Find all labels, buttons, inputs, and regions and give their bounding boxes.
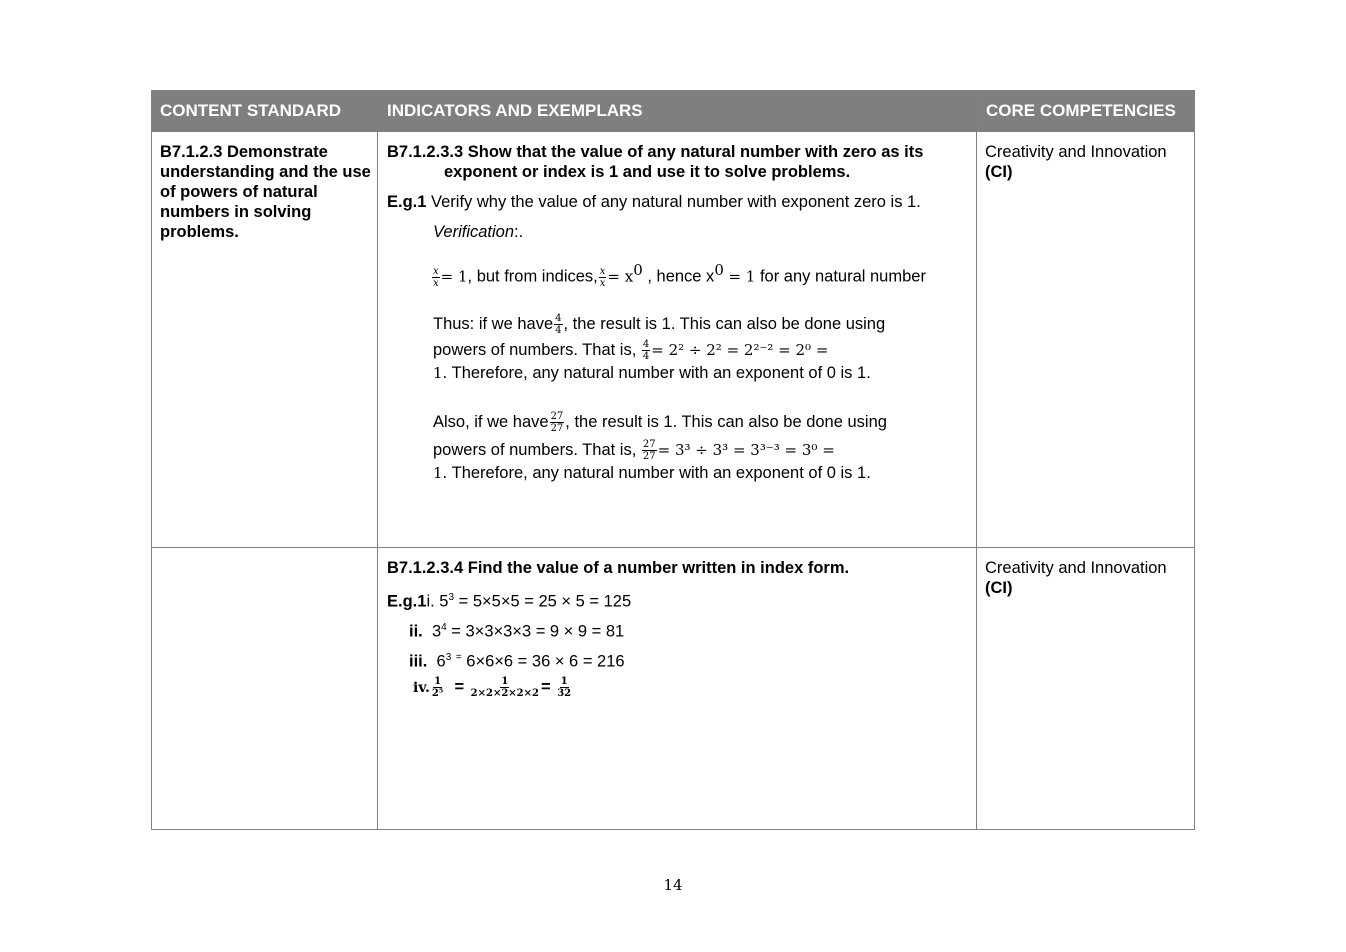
item-i-rest: = 5×5×5 = 25 × 5 = 125 [458, 592, 632, 611]
indices-text: , but from indices, [467, 267, 598, 286]
indicator-line2: exponent or index is 1 and use it to solve problems. [444, 163, 851, 181]
item-iv-label: iv. [413, 679, 430, 696]
example-item-i [387, 588, 631, 612]
thus-text: Thus: if we have [433, 315, 554, 333]
also-text-2: , the result is 1. This can also be done using [565, 413, 887, 431]
table-divider-1 [377, 90, 378, 830]
table-border-bottom [151, 829, 1195, 830]
item-ii-base: 3 [431, 622, 442, 641]
page-number: 14 [663, 876, 683, 894]
header-indicators: INDICATORS AND EXEMPLARS [378, 90, 976, 131]
example-text: Verify why the value of any natural number with exponent zero is 1. [431, 193, 921, 211]
conclusion-one: 1. [433, 364, 448, 382]
header-content-standard: CONTENT STANDARD [151, 90, 377, 131]
fraction-x-over-x-2: $\frac{x}{x}$ [599, 265, 606, 289]
table-border-left [151, 90, 152, 830]
example-item-iv: iv. $\frac{1}{\text{2⁵}}$ = $\frac{1}{2\times 2\times 2\times 2\times 2}$ = $\frac{1}{32}$ [413, 676, 572, 699]
item-ii-exp: 4 [441, 622, 447, 633]
also-text: Also, if we have [433, 413, 549, 431]
math-equals-one: = 1 [440, 267, 468, 286]
indicator-text-2: Find the value of a number written in index form. [467, 559, 850, 577]
thus-paragraph [433, 310, 973, 384]
fraction-1-over-32: $\frac{1}{32}$ [557, 676, 572, 699]
example-label-2a: E.g [387, 592, 413, 611]
conclusion-one-2: 1. [433, 464, 448, 482]
powers-3-math: = 3³ ÷ 3³ = 3³⁻³ = 3⁰ = [657, 441, 835, 459]
core-competency-2 [985, 558, 1190, 598]
indicator-code-2: B7.1.2.3.4 [387, 559, 464, 577]
item-ii-rest: = 3×3×3×3 = 9 × 9 = 81 [451, 622, 625, 641]
example-item-iii [409, 648, 625, 672]
item-i-exp: 3 [448, 592, 455, 603]
fraction-1-over-2-5: $\frac{1}{\text{2⁵}}$ [431, 676, 444, 699]
indicator-code: B7.1.2.3.3 [387, 143, 464, 161]
item-ii-label: ii. [409, 622, 423, 641]
core-competency-label: Creativity and Innovation [985, 143, 1167, 161]
example-1-line [387, 192, 972, 212]
thus-text-2: , the result is 1. This can also be done using [563, 315, 886, 333]
powers-text-2: powers of numbers. That is, [433, 441, 637, 459]
conclusion-text: Therefore, any natural number with an exponent of 0 is 1. [451, 364, 871, 382]
math-x-zero: = x [607, 267, 634, 286]
fraction-4-over-4-b: $\frac{4}{4}$ [642, 339, 650, 363]
item-iii-base: 6 [436, 652, 446, 671]
item-iii-label: iii. [409, 652, 428, 671]
natural-number-text: for any natural number [759, 267, 926, 286]
verification-tail: :. [514, 223, 524, 241]
curriculum-table [151, 90, 1195, 830]
item-i-base: 5 [439, 592, 449, 611]
verification-line [433, 222, 523, 242]
table-border-top [151, 90, 1195, 91]
core-competency-abbr-2: (CI) [985, 579, 1013, 597]
table-border-right [1194, 90, 1195, 830]
indicator-line1: Show that the value of any natural number with zero as its [467, 143, 924, 161]
also-paragraph [433, 408, 973, 484]
example-label-2b: .1 [412, 592, 427, 611]
content-standard-text: B7.1.2.3 Demonstrate understanding and the use of powers of natural numbers in solving problems. [160, 143, 371, 241]
item-iii-rest: 6×6×6 = 36 × 6 = 216 [466, 652, 625, 671]
example-item-ii [409, 618, 624, 642]
item-i-label: i. [426, 592, 435, 611]
example-label: E.g.1 [387, 193, 427, 211]
row-divider [151, 547, 1195, 548]
x-over-x-line [431, 260, 926, 289]
verification-label: Verification [433, 223, 515, 241]
powers-2-math: = 2² ÷ 2² = 2²⁻² = 2⁰ = [651, 341, 829, 359]
fraction-27-over-27-b: $\frac{27}{27}$ [642, 439, 656, 463]
sup-zero: 0 [633, 261, 643, 279]
item-iii-exp: 3 [445, 652, 452, 663]
indicator-heading-2 [387, 558, 972, 578]
table-divider-2 [976, 90, 977, 830]
indicator-heading [387, 142, 972, 182]
core-competency-label-2: Creativity and Innovation [985, 559, 1167, 577]
hence-text: , hence x [647, 267, 715, 286]
fraction-4-over-4: $\frac{4}{4}$ [555, 313, 562, 337]
conclusion-text-2: Therefore, any natural number with an exponent of 0 is 1. [451, 464, 871, 482]
fraction-1-over-product: $\frac{1}{2\times 2\times 2\times 2\times 2}$ [470, 676, 539, 699]
fraction-27-over-27: $\frac{27}{27}$ [550, 411, 564, 435]
core-competency-1 [985, 142, 1190, 182]
sup-zero-2: 0 [714, 261, 724, 279]
header-core-competencies: CORE COMPETENCIES [977, 90, 1195, 131]
math-equals-one-2: = 1 [728, 267, 756, 286]
item-iii-eq: = [455, 652, 462, 663]
header-divider [151, 131, 1195, 132]
powers-text: powers of numbers. That is, [433, 341, 637, 359]
fraction-x-over-x: $\frac{x}{x}$ [433, 265, 439, 289]
core-competency-abbr: (CI) [985, 163, 1013, 181]
